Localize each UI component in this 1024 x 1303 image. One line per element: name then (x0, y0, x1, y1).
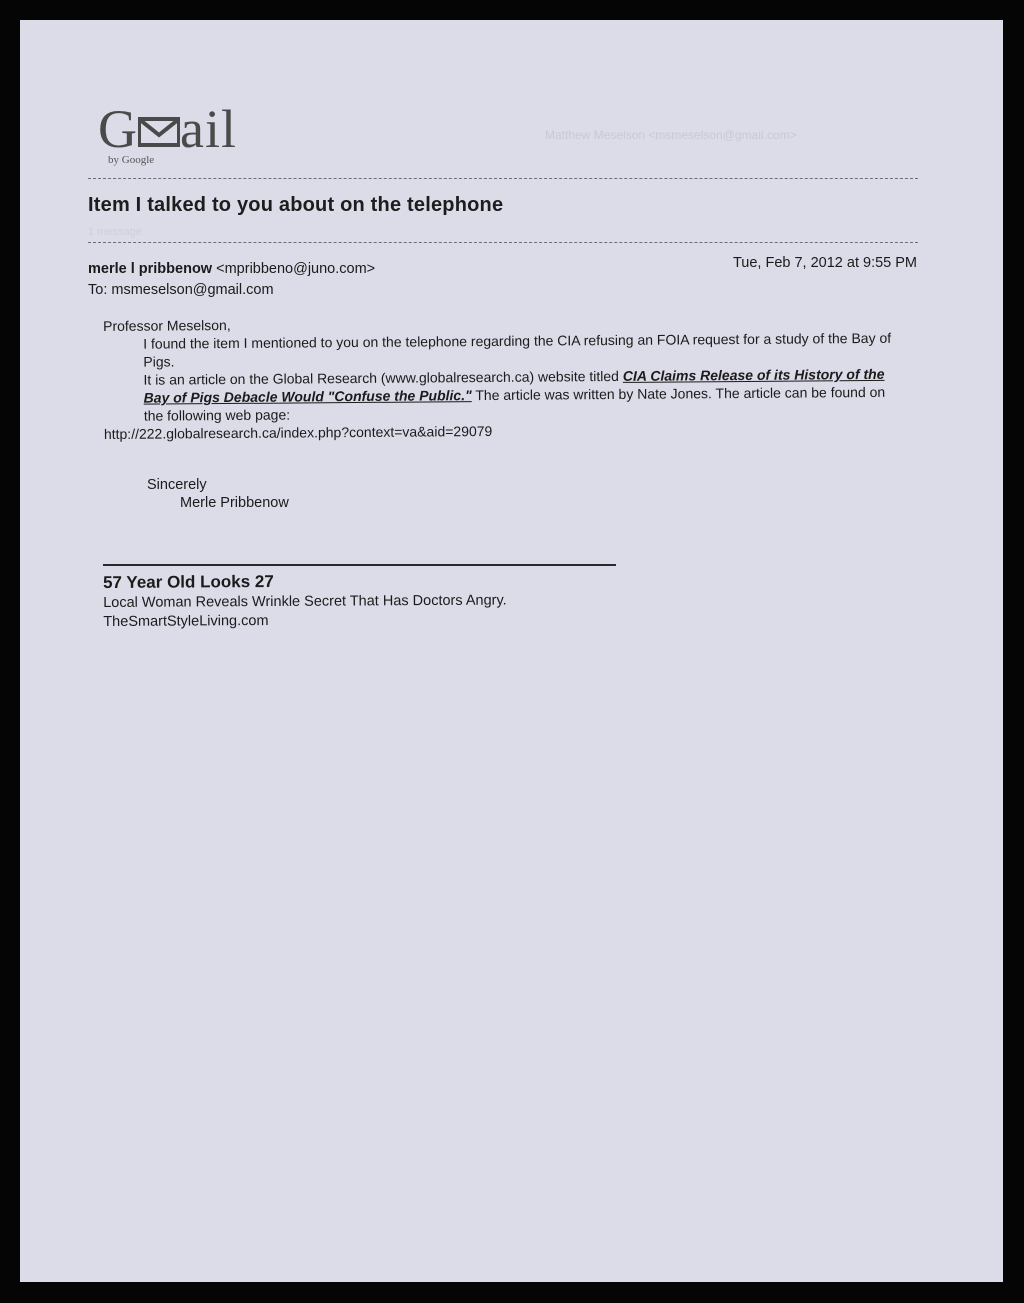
greeting: Professor Meselson, (103, 316, 231, 334)
sender-name: merle l pribbenow (88, 261, 213, 277)
ad-title: 57 Year Old Looks 27 (103, 571, 274, 592)
account-header: Matthew Meselson <msmeselson@gmail.com> (545, 128, 797, 142)
recipient-line (88, 282, 274, 298)
email-subject: Item I talked to you about on the telephone (88, 194, 504, 216)
paragraph-2-intro: It is an article on the Global Research (www.globalresearch.ca) website titled (143, 367, 623, 388)
to-address: msmeselson@gmail.com (111, 282, 274, 298)
email-date: Tue, Feb 7, 2012 at 9:55 PM (732, 255, 917, 271)
sender-line (88, 261, 375, 277)
gmail-logo (98, 99, 258, 172)
sender-email: <mpribbeno@juno.com> (216, 261, 376, 277)
body-paragraph-1: I found the item I mentioned to you on the telephone regarding the CIA refusing an FOIA request for a study of the Bay of Pigs. (143, 329, 892, 370)
paragraph-2-outro: The article was written by Nate Jones. The article can be found on the following web page: (143, 383, 886, 424)
logo-text-before: G (98, 99, 138, 159)
message-count: 1 message (88, 226, 142, 238)
article-url: http://222.globalresearch.ca/index.php?context=va&aid=29079 (103, 422, 493, 442)
logo-by-line: by Google (108, 154, 155, 166)
ad-block (103, 570, 507, 632)
article-title-link[interactable]: CIA Claims Release of its History of the Bay of Pigs Debacle Would "Confuse the Public." (143, 365, 885, 406)
logo-text-after: ail (180, 99, 237, 159)
email-closing (147, 476, 289, 512)
ad-divider (103, 564, 616, 566)
document-page (20, 20, 1003, 1282)
signature: Merle Pribbenow (180, 495, 289, 511)
closing-word: Sincerely (147, 477, 207, 493)
ad-text: Local Woman Reveals Wrinkle Secret That Has Doctors Angry. (103, 592, 507, 611)
body-paragraph-2 (103, 365, 903, 425)
subject-divider (88, 242, 918, 243)
to-label: To: (88, 282, 108, 298)
ad-site: TheSmartStyleLiving.com (103, 612, 269, 630)
envelope-icon (138, 102, 180, 156)
email-body (103, 311, 904, 443)
header-divider (88, 178, 918, 179)
